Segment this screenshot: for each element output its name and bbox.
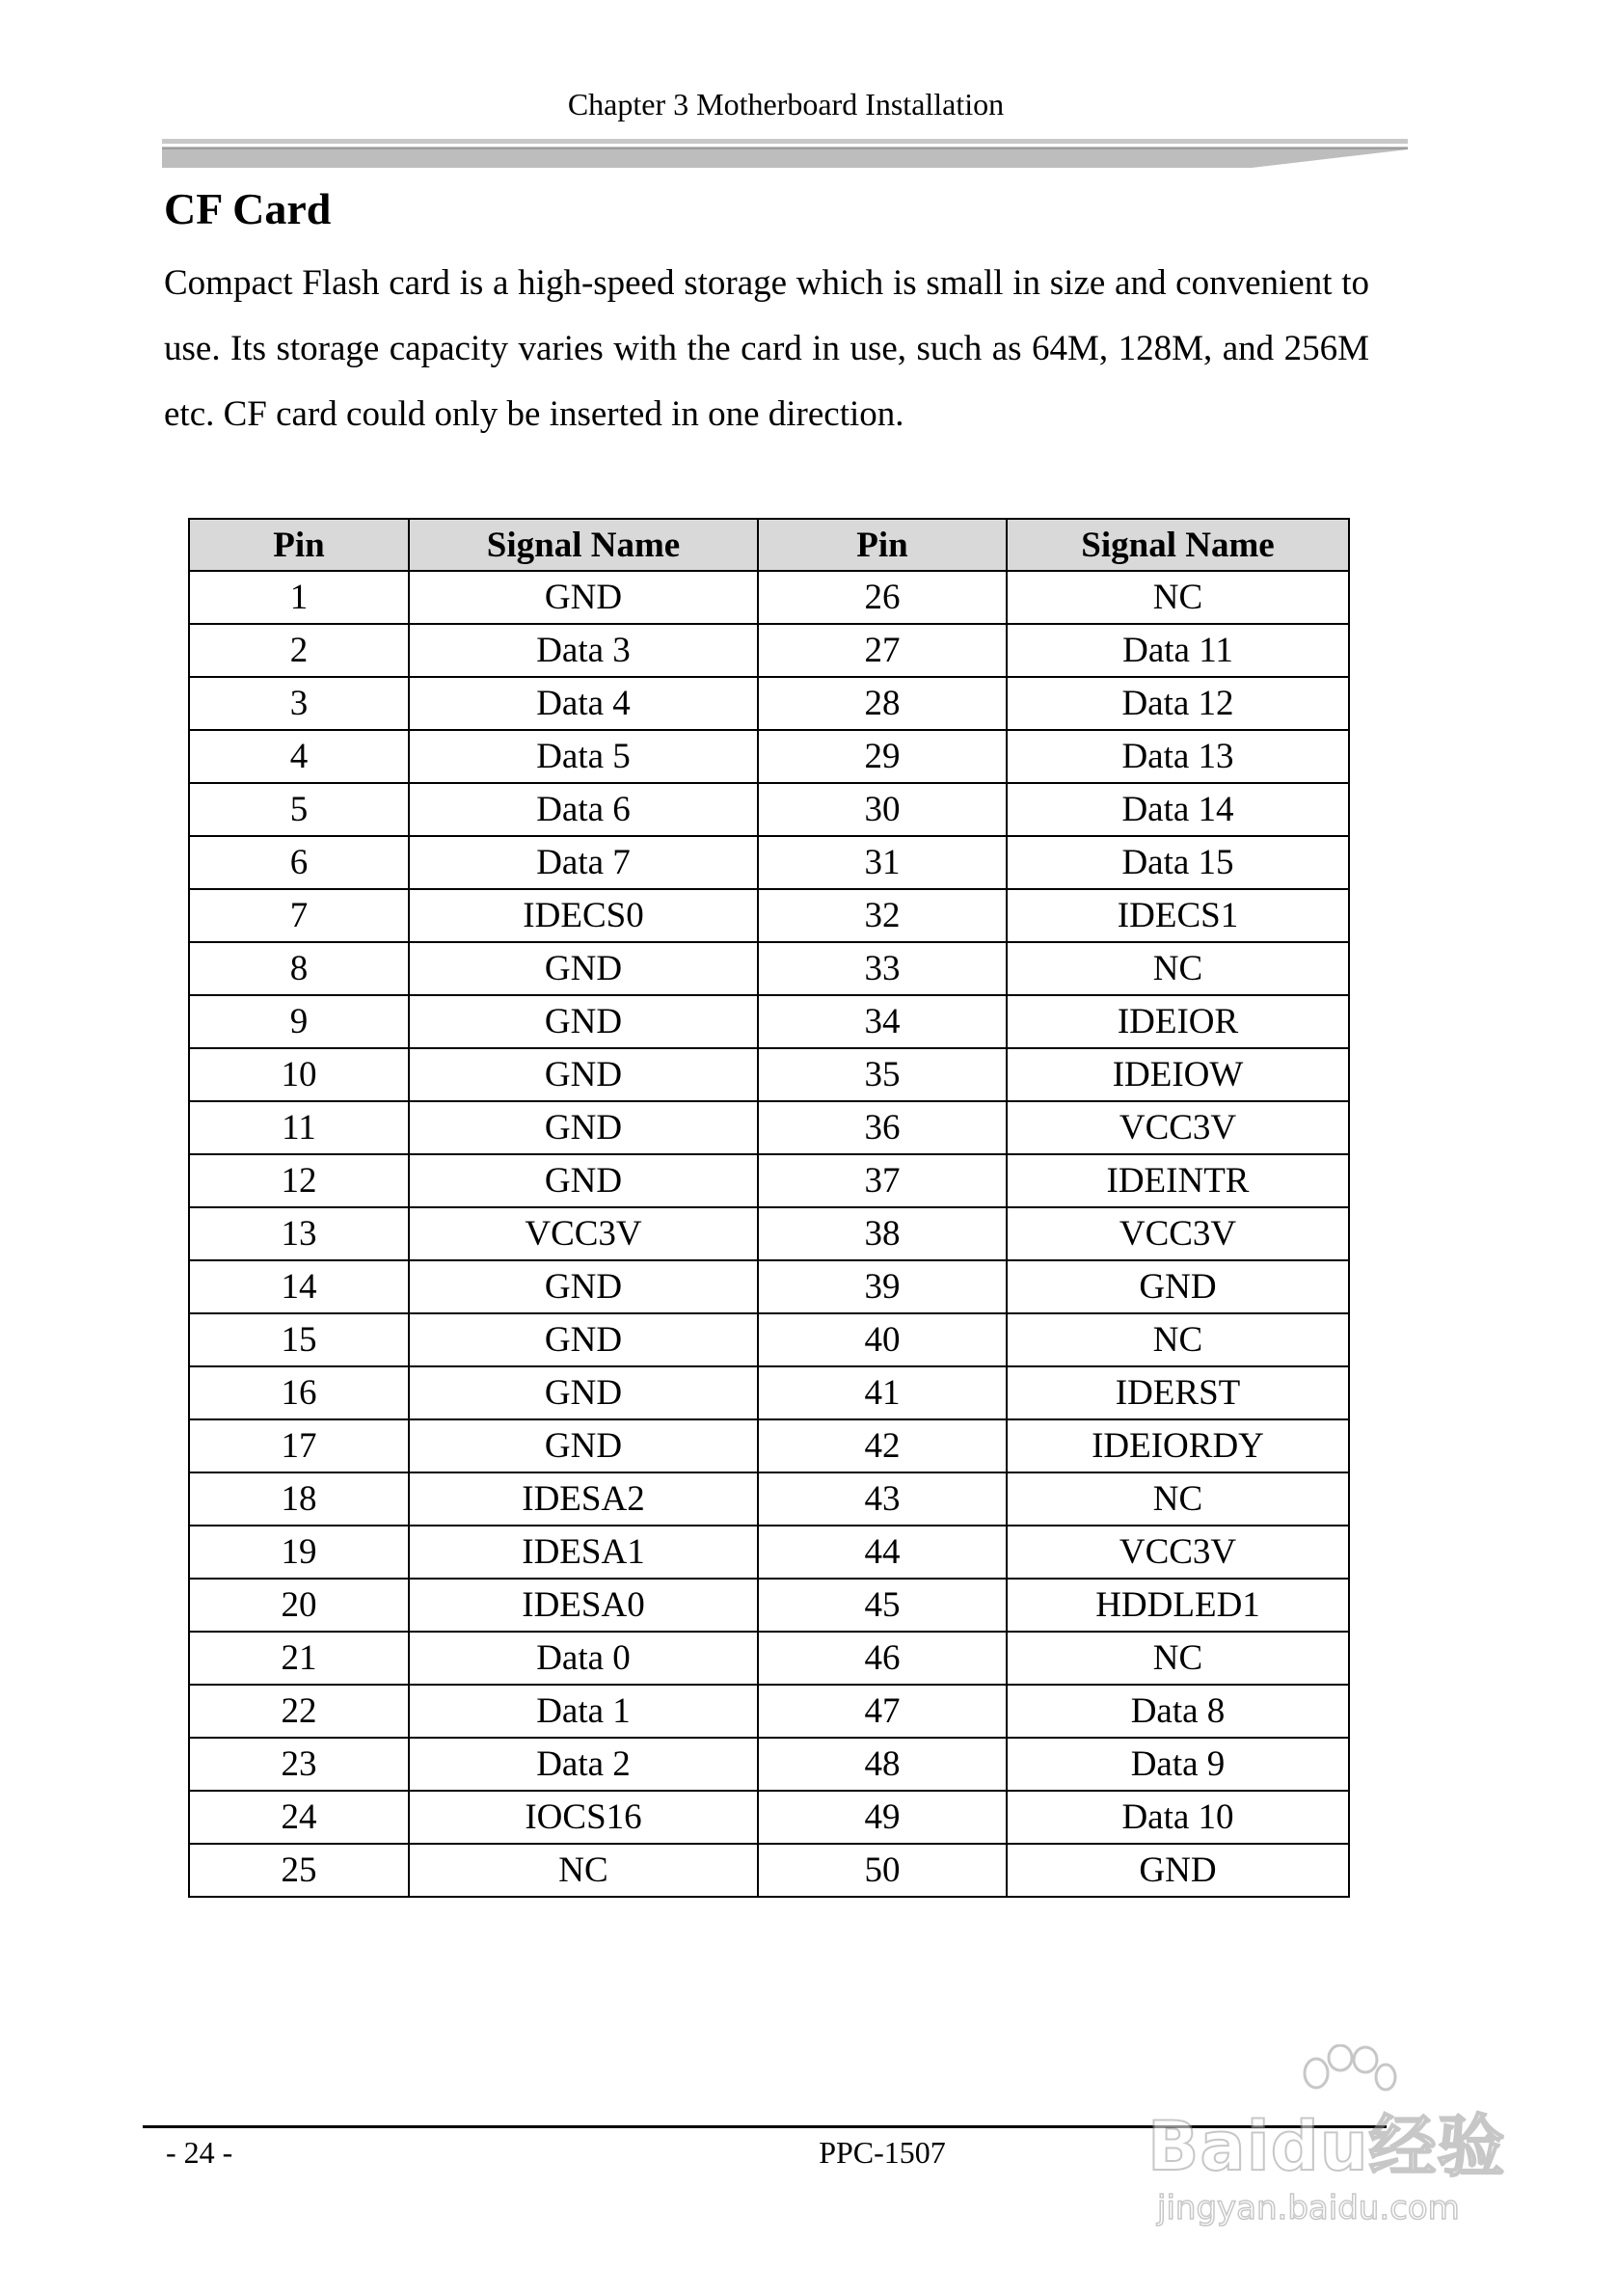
pin-cell: 33 (758, 942, 1007, 995)
signal-name-cell: Data 15 (1007, 836, 1349, 889)
signal-name-cell: IDEINTR (1007, 1154, 1349, 1207)
table-row (189, 1260, 1349, 1313)
pin-cell: 43 (758, 1472, 1007, 1526)
signal-name-cell: GND (409, 1419, 758, 1472)
signal-name-cell: GND (409, 1048, 758, 1101)
signal-name-cell: IOCS16 (409, 1791, 758, 1844)
pin-cell: 19 (189, 1526, 409, 1579)
pin-cell: 26 (758, 571, 1007, 624)
pin-cell: 6 (189, 836, 409, 889)
pin-cell: 37 (758, 1154, 1007, 1207)
pin-cell: 22 (189, 1685, 409, 1738)
watermark-brand: Baidu经验 (1147, 2107, 1506, 2186)
table-row (189, 1632, 1349, 1685)
pin-cell: 45 (758, 1579, 1007, 1632)
signal-name-cell: VCC3V (1007, 1101, 1349, 1154)
signal-name-cell: Data 6 (409, 783, 758, 836)
signal-name-cell: Data 14 (1007, 783, 1349, 836)
pin-cell: 4 (189, 730, 409, 783)
table-row (189, 836, 1349, 889)
pinout-table (188, 518, 1350, 1898)
signal-name-cell: NC (1007, 1472, 1349, 1526)
pin-cell: 35 (758, 1048, 1007, 1101)
table-header-row (189, 519, 1349, 571)
pin-cell: 2 (189, 624, 409, 677)
pin-cell: 38 (758, 1207, 1007, 1260)
signal-name-cell: VCC3V (1007, 1526, 1349, 1579)
pin-cell: 39 (758, 1260, 1007, 1313)
pin-cell: 49 (758, 1791, 1007, 1844)
pin-cell: 34 (758, 995, 1007, 1048)
table-row (189, 730, 1349, 783)
signal-name-cell: Data 9 (1007, 1738, 1349, 1791)
model-name: PPC-1507 (819, 2135, 946, 2170)
pin-cell: 9 (189, 995, 409, 1048)
signal-name-cell: GND (409, 1366, 758, 1419)
signal-name-cell: GND (409, 995, 758, 1048)
table-row (189, 889, 1349, 942)
pin-cell: 20 (189, 1579, 409, 1632)
signal-name-cell: GND (1007, 1260, 1349, 1313)
signal-name-cell: VCC3V (1007, 1207, 1349, 1260)
pin-cell: 28 (758, 677, 1007, 730)
pin-cell: 23 (189, 1738, 409, 1791)
signal-name-cell: NC (1007, 942, 1349, 995)
signal-name-cell: Data 0 (409, 1632, 758, 1685)
running-header: Chapter 3 Motherboard Installation (567, 87, 1005, 122)
table-row (189, 1048, 1349, 1101)
signal-name-cell: Data 2 (409, 1738, 758, 1791)
pin-cell: 8 (189, 942, 409, 995)
table-row (189, 624, 1349, 677)
signal-name-cell: GND (409, 1313, 758, 1366)
signal-name-cell: NC (1007, 571, 1349, 624)
signal-name-cell: IDESA2 (409, 1472, 758, 1526)
pin-cell: 12 (189, 1154, 409, 1207)
signal-name-cell: IDECS1 (1007, 889, 1349, 942)
pin-cell: 50 (758, 1844, 1007, 1897)
signal-name-cell: GND (409, 1260, 758, 1313)
table-row (189, 1526, 1349, 1579)
table-row (189, 995, 1349, 1048)
signal-name-cell: Data 10 (1007, 1791, 1349, 1844)
table-row (189, 1101, 1349, 1154)
pin-cell: 21 (189, 1632, 409, 1685)
table-row (189, 1579, 1349, 1632)
signal-name-cell: Data 1 (409, 1685, 758, 1738)
column-header-pin: Pin (189, 519, 409, 571)
section-title: CF Card (164, 184, 332, 233)
intro-paragraph: Compact Flash card is a high-speed storage which is small in size and convenient to use. Its storage capacity varies with the card in use, such as 64M, 128M, and 256M etc. CF card could only be inserted in one direction. (164, 263, 1369, 434)
table-row (189, 1844, 1349, 1897)
pin-cell: 46 (758, 1632, 1007, 1685)
pin-cell: 36 (758, 1101, 1007, 1154)
header-rule (162, 139, 1408, 172)
signal-name-cell: Data 7 (409, 836, 758, 889)
pin-cell: 40 (758, 1313, 1007, 1366)
signal-name-cell: IDESA0 (409, 1579, 758, 1632)
signal-name-cell: IDERST (1007, 1366, 1349, 1419)
signal-name-cell: Data 4 (409, 677, 758, 730)
signal-name-cell: HDDLED1 (1007, 1579, 1349, 1632)
pin-cell: 42 (758, 1419, 1007, 1472)
watermark (1147, 2044, 1533, 2256)
pin-cell: 16 (189, 1366, 409, 1419)
signal-name-cell: VCC3V (409, 1207, 758, 1260)
pin-cell: 18 (189, 1472, 409, 1526)
pin-cell: 10 (189, 1048, 409, 1101)
signal-name-cell: IDEIORDY (1007, 1419, 1349, 1472)
signal-name-cell: Data 11 (1007, 624, 1349, 677)
pin-cell: 47 (758, 1685, 1007, 1738)
table-row (189, 1154, 1349, 1207)
signal-name-cell: GND (409, 1101, 758, 1154)
pin-cell: 30 (758, 783, 1007, 836)
table-row (189, 942, 1349, 995)
table-row (189, 677, 1349, 730)
table-row (189, 1313, 1349, 1366)
pin-cell: 48 (758, 1738, 1007, 1791)
pin-cell: 14 (189, 1260, 409, 1313)
pin-cell: 32 (758, 889, 1007, 942)
column-header-pin: Pin (758, 519, 1007, 571)
signal-name-cell: Data 12 (1007, 677, 1349, 730)
pin-cell: 5 (189, 783, 409, 836)
pin-cell: 1 (189, 571, 409, 624)
pin-cell: 44 (758, 1526, 1007, 1579)
pin-cell: 15 (189, 1313, 409, 1366)
signal-name-cell: IDEIOR (1007, 995, 1349, 1048)
signal-name-cell: NC (409, 1844, 758, 1897)
pin-cell: 27 (758, 624, 1007, 677)
table-row (189, 1472, 1349, 1526)
table-row (189, 1366, 1349, 1419)
signal-name-cell: Data 13 (1007, 730, 1349, 783)
signal-name-cell: NC (1007, 1632, 1349, 1685)
signal-name-cell: Data 3 (409, 624, 758, 677)
table-row (189, 1207, 1349, 1260)
pin-cell: 3 (189, 677, 409, 730)
column-header-signal-name: Signal Name (1007, 519, 1349, 571)
table-row (189, 783, 1349, 836)
pin-cell: 41 (758, 1366, 1007, 1419)
pinout-table-body (189, 571, 1349, 1897)
signal-name-cell: GND (1007, 1844, 1349, 1897)
pin-cell: 17 (189, 1419, 409, 1472)
page-number: - 24 - (166, 2135, 233, 2170)
table-row (189, 1685, 1349, 1738)
signal-name-cell: IDESA1 (409, 1526, 758, 1579)
watermark-url: jingyan.baidu.com (1157, 2189, 1460, 2228)
pin-cell: 25 (189, 1844, 409, 1897)
signal-name-cell: GND (409, 942, 758, 995)
pin-cell: 29 (758, 730, 1007, 783)
signal-name-cell: IDECS0 (409, 889, 758, 942)
signal-name-cell: Data 5 (409, 730, 758, 783)
pin-cell: 31 (758, 836, 1007, 889)
signal-name-cell: GND (409, 571, 758, 624)
table-row (189, 571, 1349, 624)
pin-cell: 24 (189, 1791, 409, 1844)
pin-cell: 7 (189, 889, 409, 942)
signal-name-cell: IDEIOW (1007, 1048, 1349, 1101)
table-row (189, 1419, 1349, 1472)
table-row (189, 1791, 1349, 1844)
signal-name-cell: Data 8 (1007, 1685, 1349, 1738)
signal-name-cell: GND (409, 1154, 758, 1207)
pin-cell: 11 (189, 1101, 409, 1154)
table-row (189, 1738, 1349, 1791)
column-header-signal-name: Signal Name (409, 519, 758, 571)
signal-name-cell: NC (1007, 1313, 1349, 1366)
pin-cell: 13 (189, 1207, 409, 1260)
